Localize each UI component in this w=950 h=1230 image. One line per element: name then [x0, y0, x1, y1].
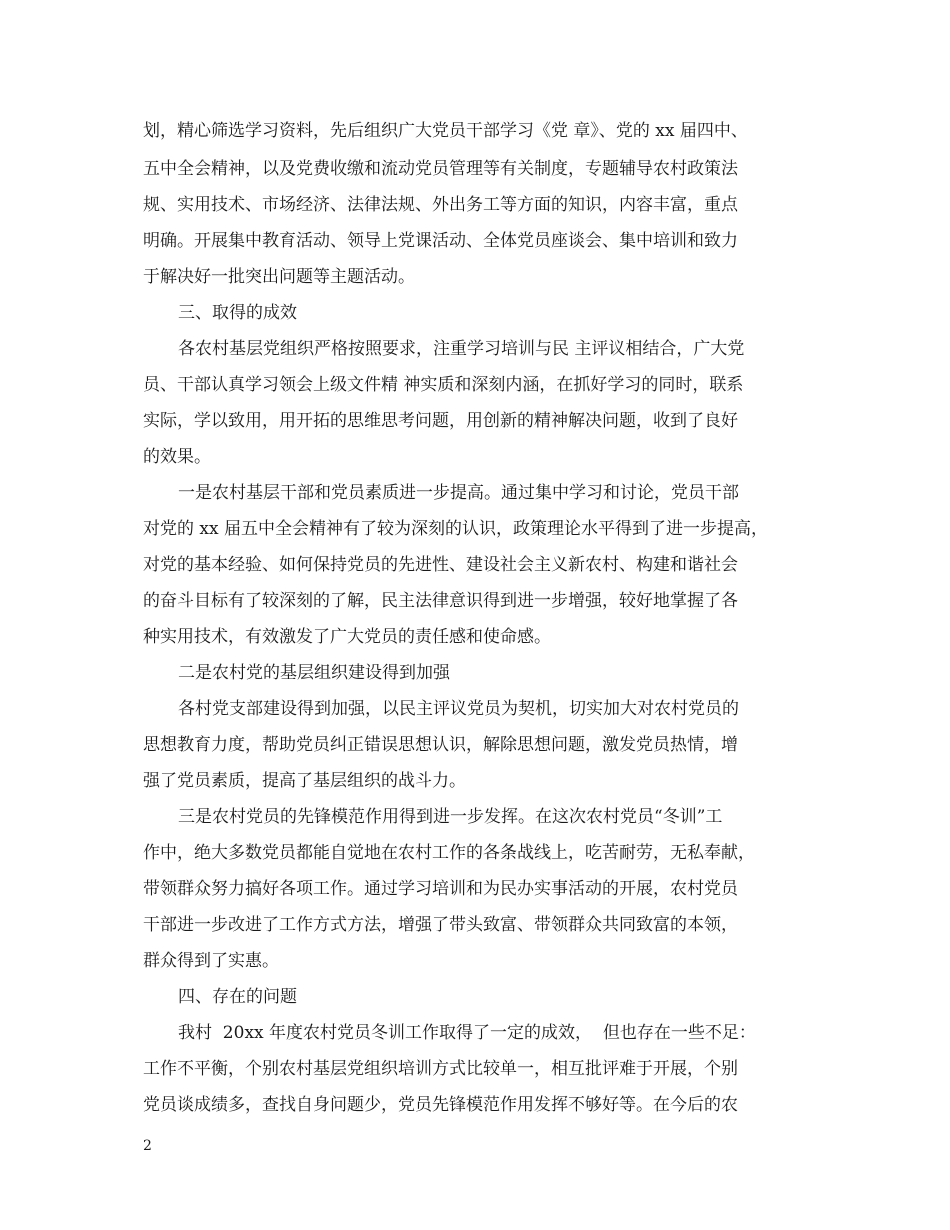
text-line: 对党的 xx 届五中全会精神有了较为深刻的认识，政策理论水平得到了进一步提高，	[143, 519, 768, 539]
section-heading: 二是农村党的基层组织建设得到加强	[178, 663, 450, 683]
text-line: 各村党支部建设得到加强，以民主评议党员为契机，切实加大对农村党员的	[178, 699, 739, 719]
text-line: 明确。开展集中教育活动、领导上党课活动、全体党员座谈会、集中培训和致力	[143, 231, 738, 251]
text-line: 对党的基本经验、如何保持党员的先进性、建设社会主义新农村、构建和谐社会	[143, 555, 738, 575]
text-line: 干部进一步改进了工作方式方法，增强了带头致富、带领群众共同致富的本领，	[143, 915, 738, 935]
text-line: 带领群众努力搞好各项工作。通过学习培训和为民办实事活动的开展，农村党员	[143, 879, 738, 899]
text-line: 强了党员素质，提高了基层组织的战斗力。	[143, 771, 466, 791]
text-line: 思想教育力度，帮助党员纠正错误思想认识，解除思想问题，激发党员热情，增	[143, 735, 738, 755]
text-line: 党员谈成绩多，查找自身问题少，党员先锋模范作用发挥不够好等。在今后的农	[143, 1095, 738, 1115]
text-line: 的奋斗目标有了较深刻的了解，民主法律意识得到进一步增强，较好地掌握了各	[143, 591, 738, 611]
text-line: 我村 20xx 年度农村党员冬训工作取得了一定的成效， 但也存在一些不足：	[178, 1023, 756, 1043]
text-line: 于解决好一批突出问题等主题活动。	[143, 267, 415, 287]
text-line: 工作不平衡，个别农村基层党组织培训方式比较单一，相互批评难于开展，个别	[143, 1059, 738, 1079]
text-line: 种实用技术，有效激发了广大党员的责任感和使命感。	[143, 627, 551, 647]
page-number: 2	[143, 1138, 152, 1154]
text-line: 规、实用技术、市场经济、法律法规、外出务工等方面的知识，内容丰富，重点	[143, 195, 738, 215]
text-line: 划，精心筛选学习资料，先后组织广大党员干部学习《党 章》、党的 xx 届四中、	[143, 121, 748, 141]
text-line: 作中，绝大多数党员都能自觉地在农村工作的各条战线上，吃苦耐劳，无私奉献，	[143, 843, 755, 863]
text-line: 三是农村党员的先锋模范作用得到进一步发挥。在这次农村党员“冬训”工	[178, 807, 723, 827]
text-line: 的效果。	[143, 447, 211, 467]
text-line: 一是农村基层干部和党员素质进一步提高。通过集中学习和讨论，党员干部	[178, 483, 739, 503]
section-heading: 三、取得的成效	[178, 303, 297, 323]
text-line: 员、干部认真学习领会上级文件精 神实质和深刻内涵，在抓好学习的同时，联系	[143, 375, 744, 395]
text-line: 五中全会精神，以及党费收缴和流动党员管理等有关制度，专题辅导农村政策法	[143, 159, 738, 179]
text-line: 群众得到了实惠。	[143, 951, 279, 971]
section-heading: 四、存在的问题	[178, 987, 297, 1007]
text-line: 实际，学以致用，用开拓的思维思考问题，用创新的精神解决问题，收到了良好	[143, 411, 738, 431]
text-line: 各农村基层党组织严格按照要求，注重学习培训与民 主评议相结合，广大党	[178, 339, 745, 359]
